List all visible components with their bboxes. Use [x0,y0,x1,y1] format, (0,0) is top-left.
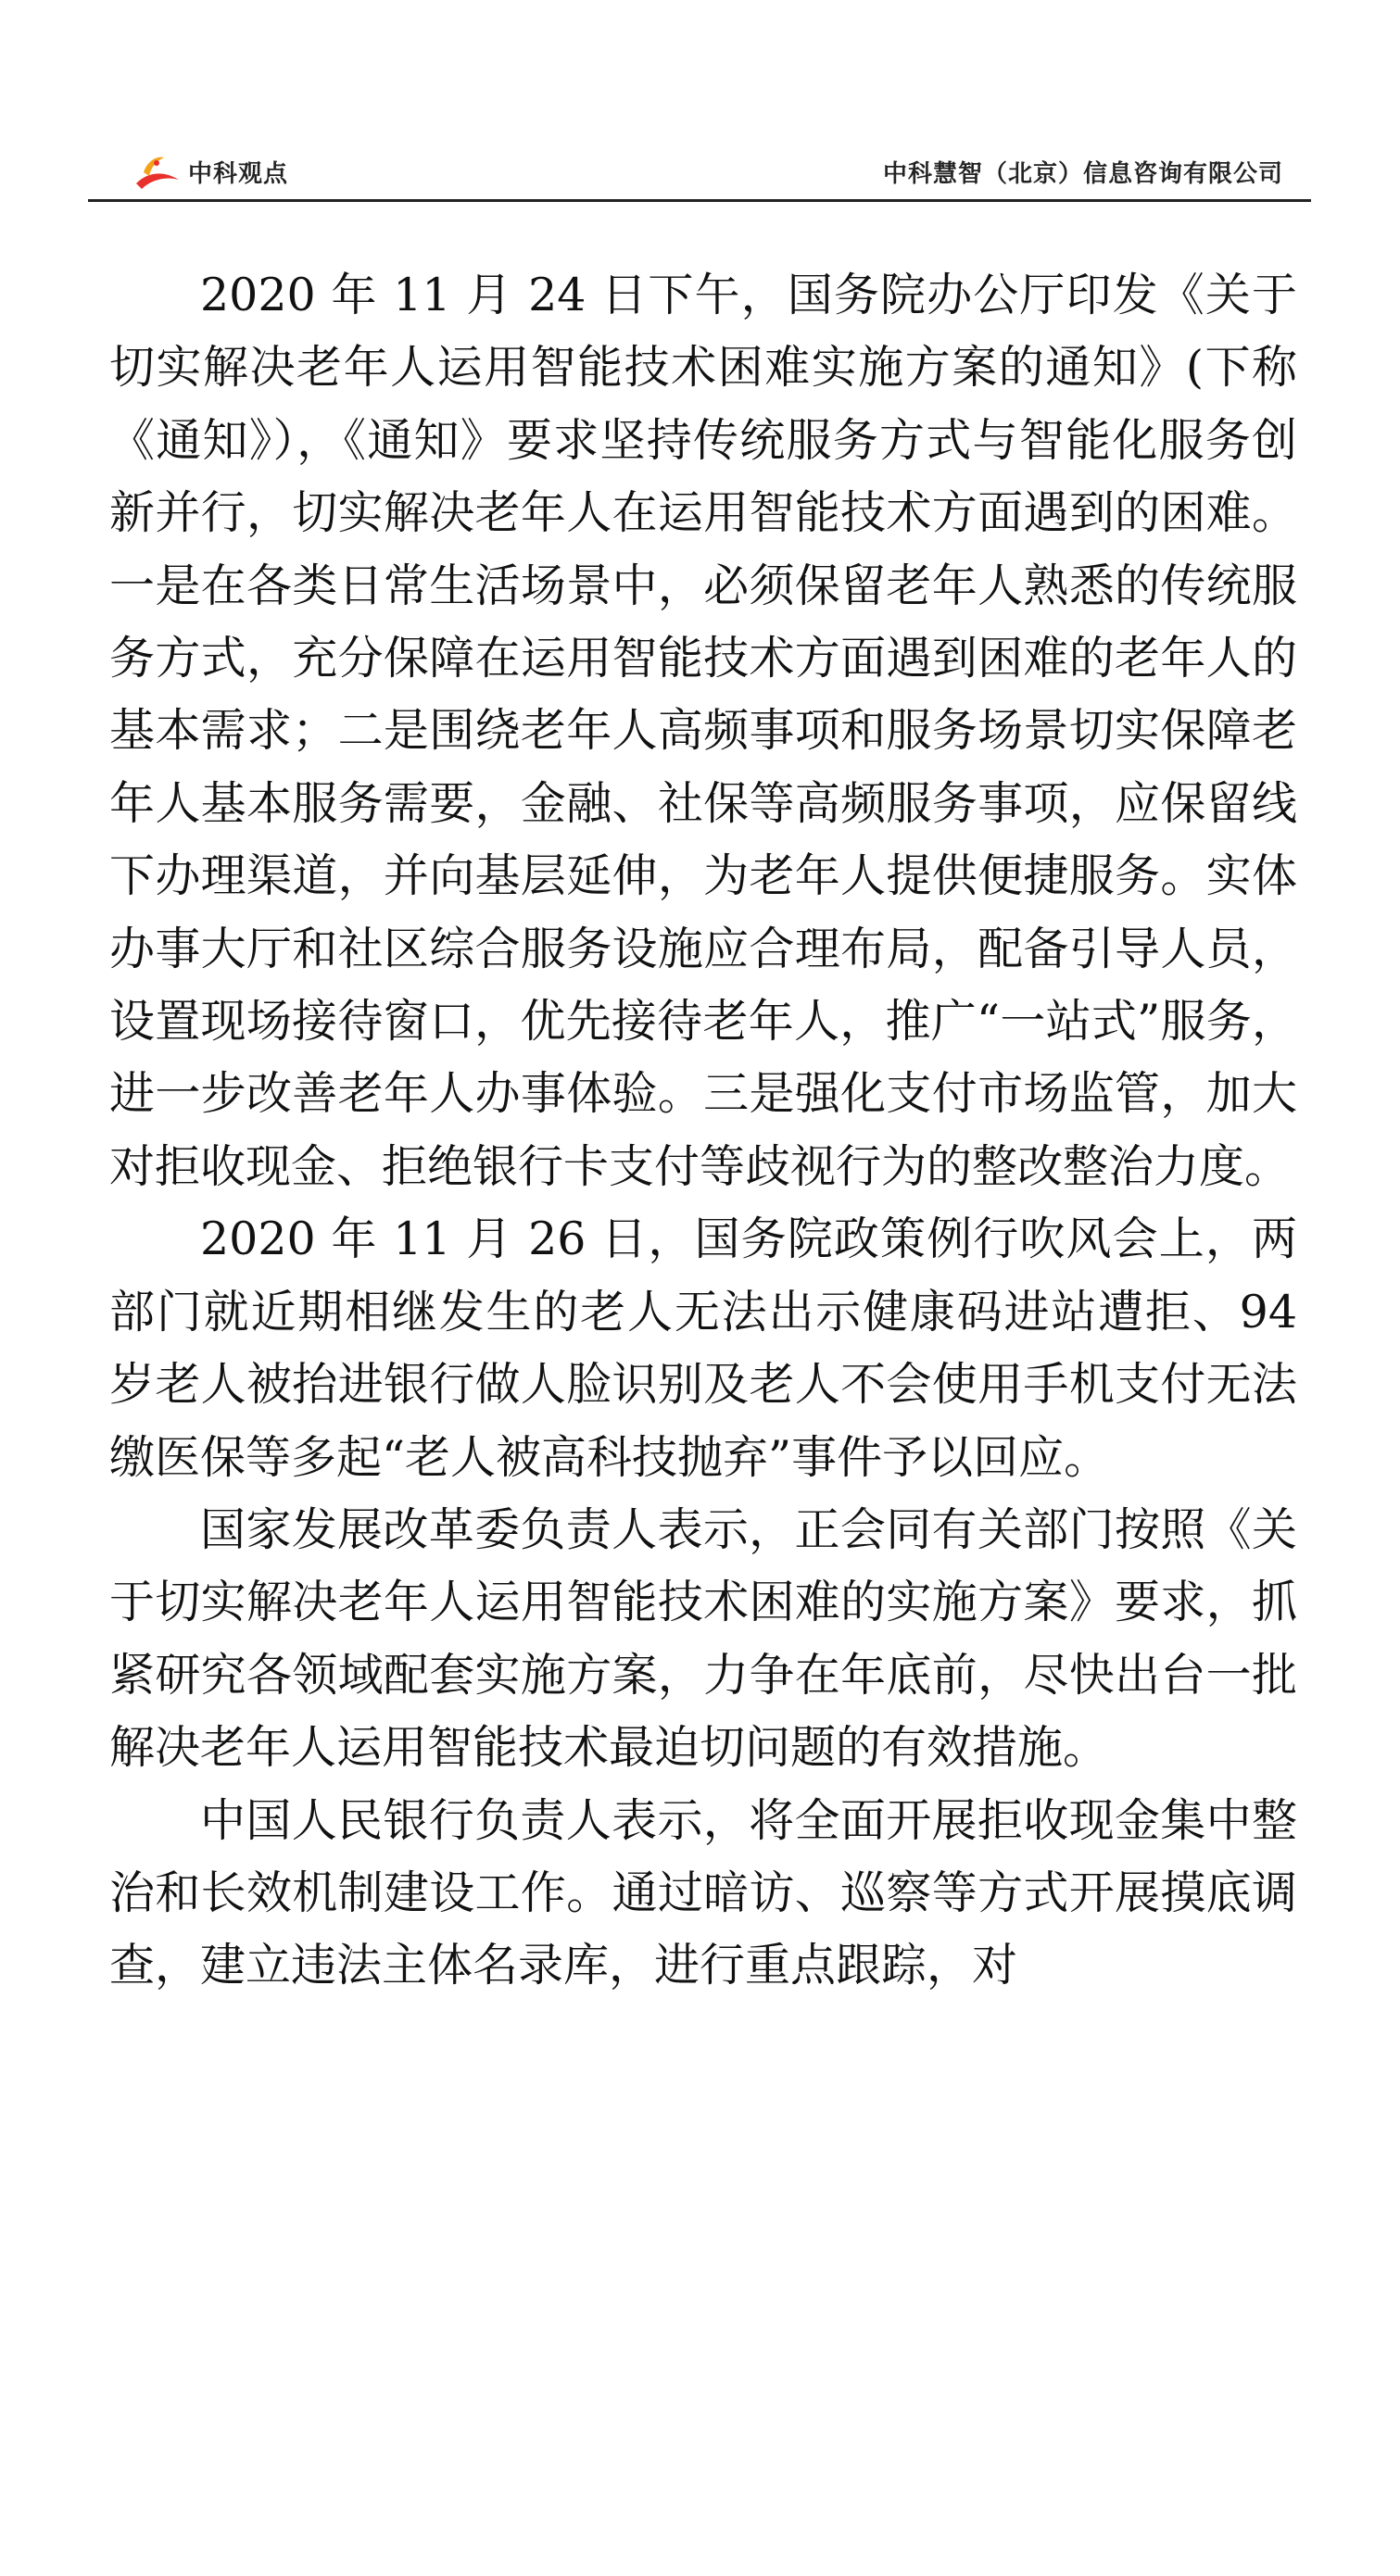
brand [132,144,288,199]
paragraph: 中国人民银行负责人表示，将全面开展拒收现金集中整治和长效机制建设工作。通过暗访、巡察等方式开展摸底调查，建立违法主体名录库，进行重点跟踪，对 [109,1793,1297,1992]
header-divider [88,199,1311,202]
paragraph: 2020 年 11 月 24 日下午，国务院办公厅印发《关于切实解决老年人运用智能技术困难实施方案的通知》(下称《通知》），《通知》要求坚持传统服务方式与智能化服务创新并行，切实解决老年人在运用智能技术方面遇到的困难。一是在各类日常生活场景中，必须保留老年人熟悉的传统服务方式，充分保障在运用智能技术方面遇到困难的老年人的基本需求；二是围绕老年人高频事项和服务场景切实保障老年人基本服务需要，金融、社保等高频服务事项，应保留线下办理渠道，并向基层延伸，为老年人提供便捷服务。实体办事大厅和社区综合服务设施应合理布局，配备引导人员，设置现场接待窗口，优先接待老年人，推广“一站式”服务，进一步改善老年人办事体验。三是强化支付市场监管，加大对拒收现金、拒绝银行卡支付等歧视行为的整改整治力度。 [109,269,1297,1193]
company-name: 中科慧智（北京）信息咨询有限公司 [882,159,1283,188]
brand-name: 中科观点 [188,159,289,188]
brush-stroke-logo-icon [132,152,183,191]
document-body [109,259,1297,2003]
page-header [88,144,1311,199]
paragraph: 2020 年 11 月 26 日，国务院政策例行吹风会上，两部门就近期相继发生的老人无法出示健康码进站遭拒、94 岁老人被抬进银行做人脸识别及老人不会使用手机支付无法缴医保等多起“老人被高科技抛弃”事件予以回应。 [109,1213,1297,1484]
paragraph: 国家发展改革委负责人表示，正会同有关部门按照《关于切实解决老年人运用智能技术困难的实施方案》要求，抓紧研究各领域配套实施方案，力争在年底前，尽快出台一批解决老年人运用智能技术最迫切问题的有效措施。 [109,1502,1297,1775]
